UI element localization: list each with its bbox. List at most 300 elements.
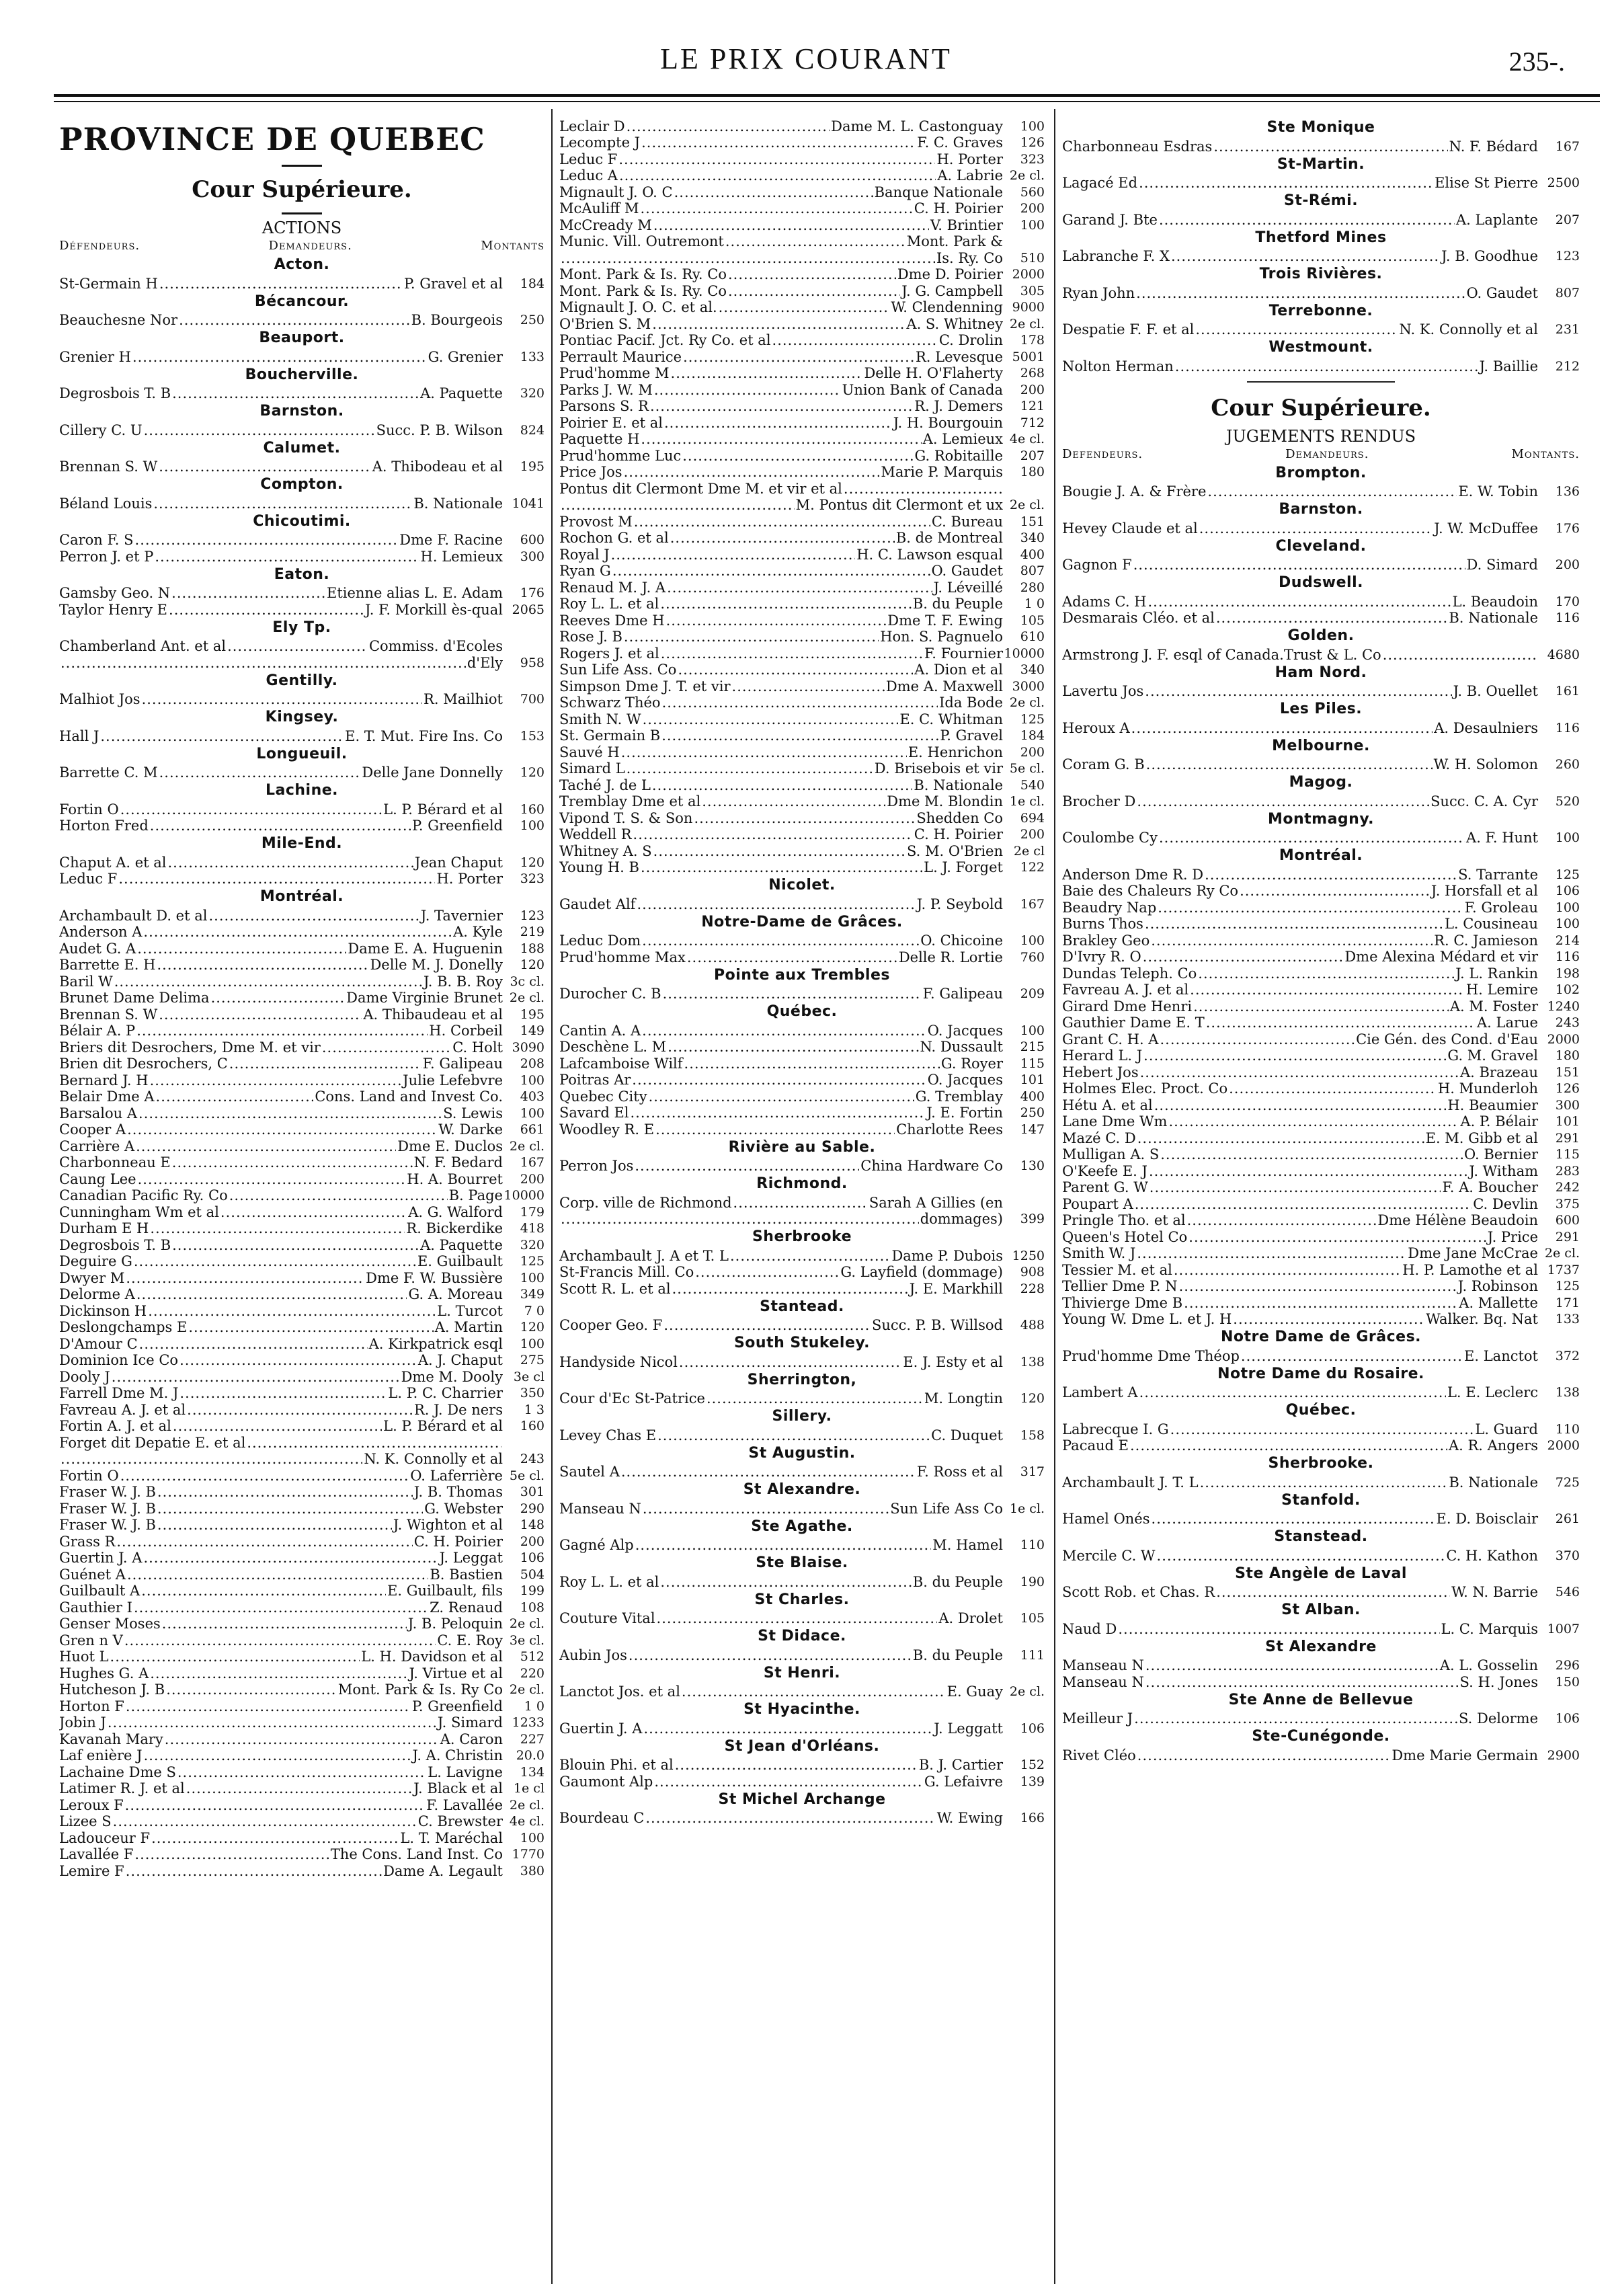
entry-row (59, 1335, 545, 1352)
defendant: Pontus dit Clermont Dme M. et vir et al (559, 480, 842, 497)
defendant: Lachaine Dme S (59, 1764, 176, 1780)
plaintiff: F. Galipeau (422, 1056, 503, 1072)
entry-row (559, 1280, 1045, 1297)
amount: 1737 (1547, 1262, 1580, 1277)
plaintiff: D. Brisebois et vir (874, 760, 1003, 777)
amount: 488 (1020, 1318, 1045, 1333)
place-heading: Kingsey. (265, 709, 339, 725)
plaintiff: Julie Lefebvre (403, 1072, 503, 1088)
amount: 1e cl (513, 1781, 545, 1796)
dot-leader (1158, 900, 1463, 916)
defendant: Leroux F (59, 1796, 124, 1813)
plaintiff: N. Dussault (920, 1039, 1003, 1055)
dot-leader (142, 691, 422, 707)
amount: 3000 (1012, 678, 1045, 694)
entry-row (59, 548, 545, 565)
plaintiff: E. C. Whitman (899, 711, 1003, 727)
defendant: Hétu A. et al (1062, 1097, 1153, 1113)
divider (282, 165, 322, 167)
plaintiff: L. Guard (1475, 1421, 1538, 1437)
dot-leader (641, 134, 916, 151)
dot-leader (629, 1647, 912, 1663)
defendant: O'Brien S. M (559, 315, 651, 332)
dot-leader (165, 1731, 439, 1747)
dot-leader (643, 711, 899, 727)
entry-row (1062, 866, 1580, 883)
defendant: Mignault J. O. C (559, 184, 673, 200)
dot-leader (159, 459, 371, 475)
place-heading: Stanstead. (1274, 1528, 1368, 1545)
amount: 600 (1555, 1213, 1580, 1228)
amount: 100 (520, 1105, 545, 1121)
amount: 100 (1020, 118, 1045, 134)
dot-leader (719, 299, 890, 315)
place-heading: St-Rémi. (1283, 192, 1359, 209)
defendant: Queen's Hotel Co (1062, 1228, 1188, 1245)
amount: 2e cl. (509, 1682, 545, 1697)
defendant: Guertin J. A (59, 1550, 143, 1566)
plaintiff: O. Jacques (927, 1072, 1003, 1088)
plaintiff: H. Corbeil (429, 1023, 503, 1039)
plaintiff: O. Bernier (1464, 1146, 1538, 1162)
entry-row (59, 1796, 545, 1813)
dot-leader (1135, 1196, 1472, 1212)
amount: 510 (1020, 250, 1045, 266)
plaintiff: J. B. Thomas (413, 1484, 503, 1500)
dot-leader (695, 1264, 839, 1280)
defendant: McCready M (559, 216, 652, 233)
entry-row (59, 1121, 545, 1138)
plaintiff: d'Ely (467, 654, 503, 671)
amount: 126 (1020, 135, 1045, 150)
entry-row (59, 764, 545, 781)
dot-leader (660, 1574, 911, 1590)
defendant: Tellier Dme P. N (1062, 1278, 1178, 1294)
plaintiff: Delle M. J. Donelly (370, 957, 503, 973)
amount: 1 0 (1024, 596, 1045, 611)
entry-row (1062, 1474, 1580, 1491)
plaintiff: Dme T. F. Ewing (887, 612, 1003, 629)
place-heading: Compton. (260, 476, 344, 493)
amount: 725 (1555, 1474, 1580, 1490)
dot-leader (1150, 1179, 1441, 1195)
dot-leader (157, 957, 368, 973)
defendant: Royal J (559, 546, 610, 563)
entry-row (59, 1500, 545, 1517)
dot-leader (661, 727, 938, 744)
amount: 126 (1555, 1081, 1580, 1096)
entry-row (559, 1573, 1045, 1590)
entry-row (59, 818, 545, 834)
amount: 20.0 (516, 1748, 545, 1763)
amount: 100 (520, 818, 545, 833)
defendant: Hutcheson J. B (59, 1681, 165, 1698)
defendant: Leduc A (559, 167, 618, 184)
defendant: Rose J. B (559, 629, 622, 645)
plaintiff: Mont. Park & (906, 233, 1003, 249)
entry-row (59, 1203, 545, 1220)
defendant: Charbonneau Esdras (1062, 138, 1213, 155)
defendant: Anderson A (59, 924, 143, 940)
defendant: Young H. B (559, 859, 639, 875)
plaintiff: L. J. Forget (924, 859, 1003, 875)
amount: 1041 (512, 496, 545, 511)
amount: 1233 (512, 1715, 545, 1730)
entry-row (559, 315, 1045, 332)
entry-row (59, 871, 545, 887)
defendant: Sun Life Ass. Co (559, 662, 677, 678)
entry-row (559, 184, 1045, 200)
dot-leader (1147, 594, 1451, 610)
entry-row (559, 365, 1045, 382)
dot-leader (162, 1616, 407, 1632)
amount: 2e cl. (1009, 1684, 1045, 1699)
dot-leader (1170, 1421, 1474, 1437)
place-heading: Lachine. (265, 782, 339, 799)
amount: 2500 (1547, 175, 1580, 190)
plaintiff: C. Duquet (931, 1427, 1003, 1443)
plaintiff: B. J. Cartier (918, 1757, 1003, 1773)
dot-leader (671, 365, 863, 381)
entry-row (559, 1810, 1045, 1827)
entry-list (559, 118, 1045, 1826)
place-heading: Bécancour. (254, 292, 350, 310)
plaintiff: E. Guilbault (417, 1253, 503, 1269)
column-3 (1062, 118, 1580, 2286)
entry-row (559, 629, 1045, 645)
place-heading: Stantead. (760, 1298, 844, 1315)
dot-leader (1179, 1278, 1457, 1294)
plaintiff: L. P. C. Charrier (388, 1385, 503, 1401)
plaintiff: E. Henrichon (908, 744, 1003, 760)
defendant: Munic. Vill. Outremont (559, 233, 724, 249)
defendant: Taylor Henry E (59, 601, 168, 618)
defendant: Carrière A (59, 1138, 135, 1154)
amount: 120 (520, 957, 545, 972)
entry-row (559, 896, 1045, 912)
entry-row (559, 579, 1045, 596)
amount: 166 (1020, 1811, 1045, 1825)
entry-row (1062, 557, 1580, 573)
page-header (0, 42, 1612, 89)
entry-row (59, 385, 545, 402)
place-heading: Melbourne. (1272, 737, 1370, 754)
dot-leader (634, 514, 930, 530)
amount: 122 (1020, 860, 1045, 875)
plaintiff: Dme F. Racine (399, 532, 503, 548)
amount: 372 (1555, 1348, 1580, 1363)
plaintiff: G. Lefaivre (924, 1773, 1003, 1790)
defendant: Guénet A (59, 1566, 126, 1583)
entry-row (559, 1353, 1045, 1370)
plaintiff: J. B. Goodhue (1441, 248, 1538, 264)
dot-leader (188, 1319, 433, 1335)
entry-row (59, 1467, 545, 1484)
plaintiff: Marie P. Marquis (881, 464, 1003, 480)
entry-row (559, 1022, 1045, 1039)
entry-row (59, 638, 545, 655)
entry-row (559, 859, 1045, 876)
amount: 824 (520, 422, 545, 438)
dot-leader (137, 941, 346, 957)
plaintiff: M. Pontus dit Clermont et ux (795, 497, 1003, 513)
entry-row (559, 933, 1045, 949)
entry-row (1062, 1437, 1580, 1454)
amount: 160 (520, 1419, 545, 1433)
defendant: Whitney A. S (559, 842, 652, 859)
amount: 152 (1020, 1757, 1045, 1772)
dot-leader (186, 1780, 412, 1796)
dot-leader (150, 1072, 402, 1088)
amount: 106 (1020, 1720, 1045, 1736)
amount: 807 (1020, 563, 1045, 578)
col-header-montants: Montants. (1511, 446, 1580, 461)
plaintiff: S. H. Jones (1459, 1673, 1538, 1690)
plaintiff: G. Royer (940, 1055, 1003, 1072)
amount: 5001 (1012, 349, 1045, 364)
defendant: Manseau N (559, 1500, 641, 1517)
entry-row (559, 678, 1045, 695)
amount: 760 (1020, 949, 1045, 965)
amount: 111 (1020, 1647, 1045, 1663)
plaintiff: J. B. Peloquin (407, 1616, 503, 1632)
defendant: Heroux A (1062, 719, 1130, 736)
defendant: Pontiac Pacif. Jct. Ry Co. et al (559, 332, 771, 348)
plaintiff: J. Baillie (1479, 358, 1538, 374)
entry-row (559, 464, 1045, 481)
defendant: Prud'homme Dme Théop (1062, 1347, 1240, 1364)
amount: 130 (1020, 1158, 1045, 1173)
entry-row (559, 1158, 1045, 1175)
dot-leader (110, 1649, 360, 1665)
defendant: Tessier M. et al (1062, 1261, 1172, 1278)
plaintiff: G. Robitaille (914, 447, 1003, 464)
amount: 133 (1555, 1312, 1580, 1327)
plaintiff: B. du Peuple (912, 1647, 1003, 1663)
dot-leader (662, 695, 938, 711)
defendant: Gagnon F (1062, 557, 1132, 573)
entry-row (559, 596, 1045, 612)
entry-row (59, 924, 545, 941)
dot-leader (694, 810, 915, 826)
dot-leader (674, 184, 873, 200)
dot-leader (1134, 1710, 1457, 1727)
defendant: Coulombe Cy (1062, 830, 1158, 846)
place-heading: St-Martin. (1277, 155, 1365, 173)
defendant: St. Germain B (559, 727, 661, 744)
entry-row (59, 1154, 545, 1171)
entry-row (59, 1517, 545, 1534)
dot-leader (148, 1303, 436, 1319)
amount: 661 (520, 1122, 545, 1137)
amount: 2e cl. (509, 990, 545, 1005)
place-heading: Richmond. (756, 1175, 848, 1192)
defendant: Cour d'Ec St-Patrice (559, 1390, 705, 1407)
entry-row (59, 654, 545, 671)
entry-row (1062, 1747, 1580, 1764)
amount: 195 (520, 1006, 545, 1022)
plaintiff: C. Devlin (1473, 1195, 1538, 1212)
place-heading: St Hyacinthe. (743, 1701, 860, 1718)
entry-row (559, 513, 1045, 530)
entry-row (59, 459, 545, 475)
defendant: St-Germain H (59, 275, 158, 292)
dot-leader (1229, 1080, 1437, 1097)
dot-leader (171, 585, 325, 601)
amount: 2065 (512, 602, 545, 617)
dot-leader (1175, 358, 1478, 374)
entry-row (559, 563, 1045, 580)
amount: 250 (520, 313, 545, 327)
dot-leader (650, 398, 913, 414)
dot-leader (666, 612, 887, 629)
entry-row (559, 809, 1045, 826)
entry-row (1062, 1261, 1580, 1278)
plaintiff: A. J. Chaput (417, 1352, 503, 1368)
dot-leader (725, 233, 905, 249)
entry-row (59, 1352, 545, 1369)
amount: 694 (1020, 810, 1045, 826)
amount: 220 (520, 1665, 545, 1681)
entry-row (559, 1537, 1045, 1554)
dot-leader (1143, 949, 1344, 965)
plaintiff: W. N. Barrie (1451, 1584, 1538, 1600)
dot-leader (138, 1105, 442, 1121)
entry-row (1062, 520, 1580, 537)
place-heading: Barnston. (259, 403, 344, 420)
col-header-demandeurs: Demandeurs. (1285, 446, 1369, 461)
plaintiff: A. Drolet (938, 1610, 1003, 1626)
plaintiff: O. Gaudet (931, 563, 1003, 579)
defendant: Genser Moses (59, 1616, 161, 1632)
entry-row (559, 1773, 1045, 1790)
defendant: Scott Rob. et Chas. R (1062, 1584, 1215, 1600)
amount: 208 (520, 1056, 545, 1071)
defendant: Cantin A. A (559, 1022, 641, 1039)
plaintiff: A. Desaulniers (1434, 719, 1538, 736)
plaintiff: G. A. Moreau (408, 1286, 503, 1302)
entry-row (1062, 1673, 1580, 1690)
dot-leader (1139, 175, 1433, 191)
defendant: Mulligan A. S (1062, 1146, 1160, 1162)
plaintiff: J. Wighton et al (393, 1517, 503, 1533)
plaintiff: L. P. Bérard et al (383, 1418, 503, 1434)
plaintiff: Is. Ry. Co (936, 249, 1003, 266)
entry-row (559, 1088, 1045, 1105)
dot-leader (642, 1023, 926, 1039)
plaintiff: W. H. Solomon (1433, 756, 1538, 773)
defendant: Blouin Phi. et al (559, 1757, 674, 1773)
amount: 2000 (1547, 1031, 1580, 1047)
dot-leader (640, 200, 912, 216)
entry-row (1062, 1097, 1580, 1113)
amount: 100 (1020, 933, 1045, 948)
amount: 148 (520, 1517, 545, 1532)
entry-row (59, 1764, 545, 1780)
place-heading: Stanfold. (1281, 1491, 1361, 1509)
defendant: Brennan S. W (59, 459, 158, 475)
entry-row (559, 530, 1045, 547)
defendant: Hall J (59, 727, 99, 744)
dot-leader (561, 497, 795, 513)
amount: 340 (1020, 530, 1045, 545)
dot-leader (643, 1720, 932, 1737)
entry-row (59, 1138, 545, 1154)
entry-row (559, 1072, 1045, 1088)
defendant: Price Jos (559, 464, 622, 480)
dot-leader (1133, 557, 1465, 573)
entry-row (59, 422, 545, 438)
entry-row (559, 760, 1045, 777)
dot-leader (1195, 321, 1398, 338)
plaintiff: Sun Life Ass Co (890, 1500, 1003, 1517)
dot-leader (124, 1632, 436, 1649)
entry-row (559, 216, 1045, 233)
entry-row (1062, 248, 1580, 265)
amount: 134 (520, 1764, 545, 1780)
entry-row (559, 1464, 1045, 1480)
defendant: Scott R. L. et al (559, 1280, 671, 1297)
dot-leader (126, 1698, 411, 1714)
dot-leader (157, 1484, 413, 1500)
defendant: Lanctot Jos. et al (559, 1684, 680, 1700)
dot-leader (1118, 1621, 1439, 1637)
dot-leader (618, 151, 935, 167)
amount: 2e cl. (509, 1138, 545, 1154)
amount: 100 (520, 1830, 545, 1846)
entry-row (59, 1632, 545, 1649)
amount: 105 (1020, 612, 1045, 628)
amount: 160 (520, 801, 545, 817)
dot-leader (172, 385, 419, 401)
entry-row (559, 1390, 1045, 1407)
amount: 115 (1555, 1147, 1580, 1162)
plaintiff: J. B. Ouellet (1453, 683, 1538, 699)
place-heading: Trois Rivières. (1259, 266, 1383, 282)
col-header-montants: Montants (481, 239, 545, 253)
defendant: Degrosbois T. B (59, 385, 171, 401)
amount: 712 (1020, 415, 1045, 430)
plaintiff: W. Darke (438, 1121, 503, 1138)
plaintiff: L. Turcot (437, 1302, 503, 1319)
plaintiff: R. J. De ners (413, 1401, 503, 1418)
defendant: Couture Vital (559, 1610, 655, 1626)
defendant: Taché J. de L (559, 777, 651, 793)
amount: 100 (1555, 900, 1580, 915)
amount: 184 (520, 276, 545, 291)
plaintiff: A. S. Whitney (906, 315, 1003, 332)
divider (282, 212, 322, 214)
dot-leader (652, 316, 905, 332)
dot-leader (664, 415, 892, 431)
dot-leader (641, 859, 922, 875)
entry-row (559, 266, 1045, 283)
plaintiff: J. Virtue et al (409, 1665, 503, 1681)
plaintiff: S. Delorme (1459, 1710, 1538, 1727)
plaintiff: J. L. Rankin (1455, 965, 1538, 982)
defendant: Fraser W. J. B (59, 1517, 156, 1533)
plaintiff: N. K. Connolly et al (1399, 321, 1538, 338)
plaintiff: A. Thibaudeau et al (363, 1006, 503, 1023)
plaintiff: R. Bickerdike (406, 1220, 503, 1236)
court-heading: Cour Supérieure. (1211, 394, 1431, 422)
amount: 214 (1555, 933, 1580, 948)
plaintiff: Delle Jane Donnelly (362, 764, 503, 781)
defendant: Prud'homme Max (559, 949, 686, 965)
plaintiff: E. T. Mut. Fire Ins. Co (345, 727, 503, 744)
entry-row (59, 907, 545, 924)
entry-row (59, 1747, 545, 1764)
